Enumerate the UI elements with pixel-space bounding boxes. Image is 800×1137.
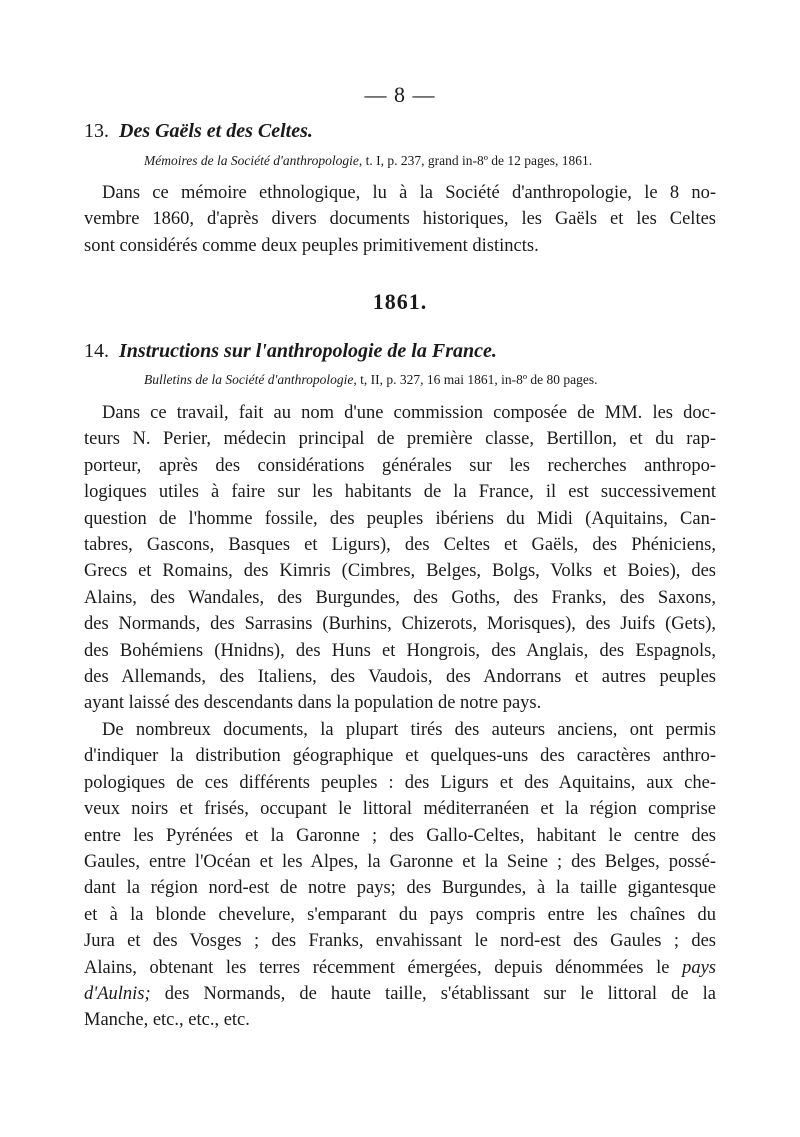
paragraph-line: Alains, des Wandales, des Burgundes, des Goths, des Franks, des Saxons,: [84, 587, 716, 608]
paragraph-line: De nombreux documents, la plupart tirés des auteurs anciens, ont permis: [102, 720, 716, 740]
paragraph-line: [84, 955, 716, 981]
paragraph-line: entre les Pyrénées et la Garonne ; des Gallo-Celtes, habitant le centre des: [84, 825, 716, 846]
entry-14-paragraph-1: [84, 400, 716, 717]
paragraph-line: dant la région nord-est de notre pays; des Burgundes, à la taille gigantesque: [84, 878, 716, 899]
entry-13-title: Des Gaëls et des Celtes.: [119, 120, 313, 142]
italic-term: d'Aulnis;: [84, 984, 151, 1005]
entry-13-citation-details: , t. I, p. 237, grand in-8º de 12 pages, 1861.: [358, 153, 593, 168]
entry-13-number: 13.: [84, 120, 109, 142]
entry-14-citation-journal: Bulletins de la Société d'anthropologie: [144, 372, 354, 387]
paragraph-line: Gaules, entre l'Océan et les Alpes, la Garonne et la Seine ; des Belges, possé-: [84, 852, 716, 873]
paragraph-text: des Normands, de haute taille, s'établissant sur le littoral de la: [150, 984, 716, 1005]
entry-14-citation-details: , t, II, p. 327, 16 mai 1861, in-8º de 80 pages.: [353, 372, 598, 387]
year-heading: 1861.: [372, 289, 428, 314]
paragraph-line: logiques utiles à faire sur les habitants de la France, il est successivement: [84, 482, 716, 503]
paragraph-line: pologiques de ces différents peuples : des Ligurs et des Aquitains, aux che-: [84, 772, 716, 793]
paragraph-line: Jura et des Vosges ; des Franks, envahissant le nord-est des Gaules ; des: [84, 931, 716, 952]
page-number: — 8 —: [364, 82, 436, 107]
paragraph-line: des Normands, des Sarrasins (Burhins, Chizerots, Morisques), des Juifs (Gets),: [84, 614, 716, 635]
paragraph-line: [84, 981, 716, 1007]
paragraph-line: vembre 1860, d'après divers documents historiques, les Gaëls et les Celtes: [84, 209, 716, 230]
entry-13-heading: [84, 118, 724, 144]
entry-14-paragraph-2: [84, 717, 716, 1034]
paragraph-line: porteur, après des considérations générales sur les recherches anthropo-: [84, 455, 716, 476]
entry-14-citation: [144, 370, 724, 390]
paragraph-line: des Allemands, des Italiens, des Vaudois, des Andorrans et autres peuples: [84, 667, 716, 688]
paragraph-line: ayant laissé des descendants dans la population de notre pays.: [84, 693, 542, 714]
paragraph-line: Dans ce travail, fait au nom d'une commission composée de MM. les doc-: [102, 403, 716, 423]
paragraph-text: Alains, obtenant les terres récemment émergées, depuis dénommées le: [84, 957, 670, 978]
entry-14-number: 14.: [84, 340, 109, 362]
paragraph-line: Manche, etc., etc., etc.: [84, 1010, 250, 1031]
italic-term: pays: [682, 957, 716, 978]
entry-14-title: Instructions sur l'anthropologie de la France.: [119, 340, 497, 362]
paragraph-line: d'indiquer la distribution géographique et quelques-uns des caractères anthro-: [84, 746, 716, 767]
paragraph-line: et à la blonde chevelure, s'emparant du pays compris entre les chaînes du: [84, 904, 716, 925]
paragraph-line: sont considérés comme deux peuples primitivement distincts.: [84, 235, 539, 256]
paragraph-line: tabres, Gascons, Basques et Ligurs), des Celtes et Gaëls, des Phéniciens,: [84, 535, 716, 556]
paragraph-line: des Bohémiens (Hnidns), des Huns et Hongrois, des Anglais, des Espagnols,: [84, 640, 716, 661]
paragraph-line: Dans ce mémoire ethnologique, lu à la Société d'anthropologie, le 8 no-: [102, 183, 716, 203]
paragraph-line: question de l'homme fossile, des peuples ibériens du Midi (Aquitains, Can-: [84, 508, 716, 529]
paragraph-line: Grecs et Romains, des Kimris (Cimbres, Belges, Bolgs, Volks et Boies), des: [84, 561, 716, 582]
paragraph-line: veux noirs et frisés, occupant le littoral méditerranéen et la région comprise: [84, 799, 716, 820]
entry-13-citation: [144, 151, 724, 171]
entry-14-heading: [84, 338, 724, 364]
entry-13-citation-journal: Mémoires de la Société d'anthropologie: [144, 153, 359, 168]
entry-13-paragraph: [84, 180, 716, 259]
paragraph-line: teurs N. Perier, médecin principal de première classe, Bertillon, et du rap-: [84, 429, 716, 450]
